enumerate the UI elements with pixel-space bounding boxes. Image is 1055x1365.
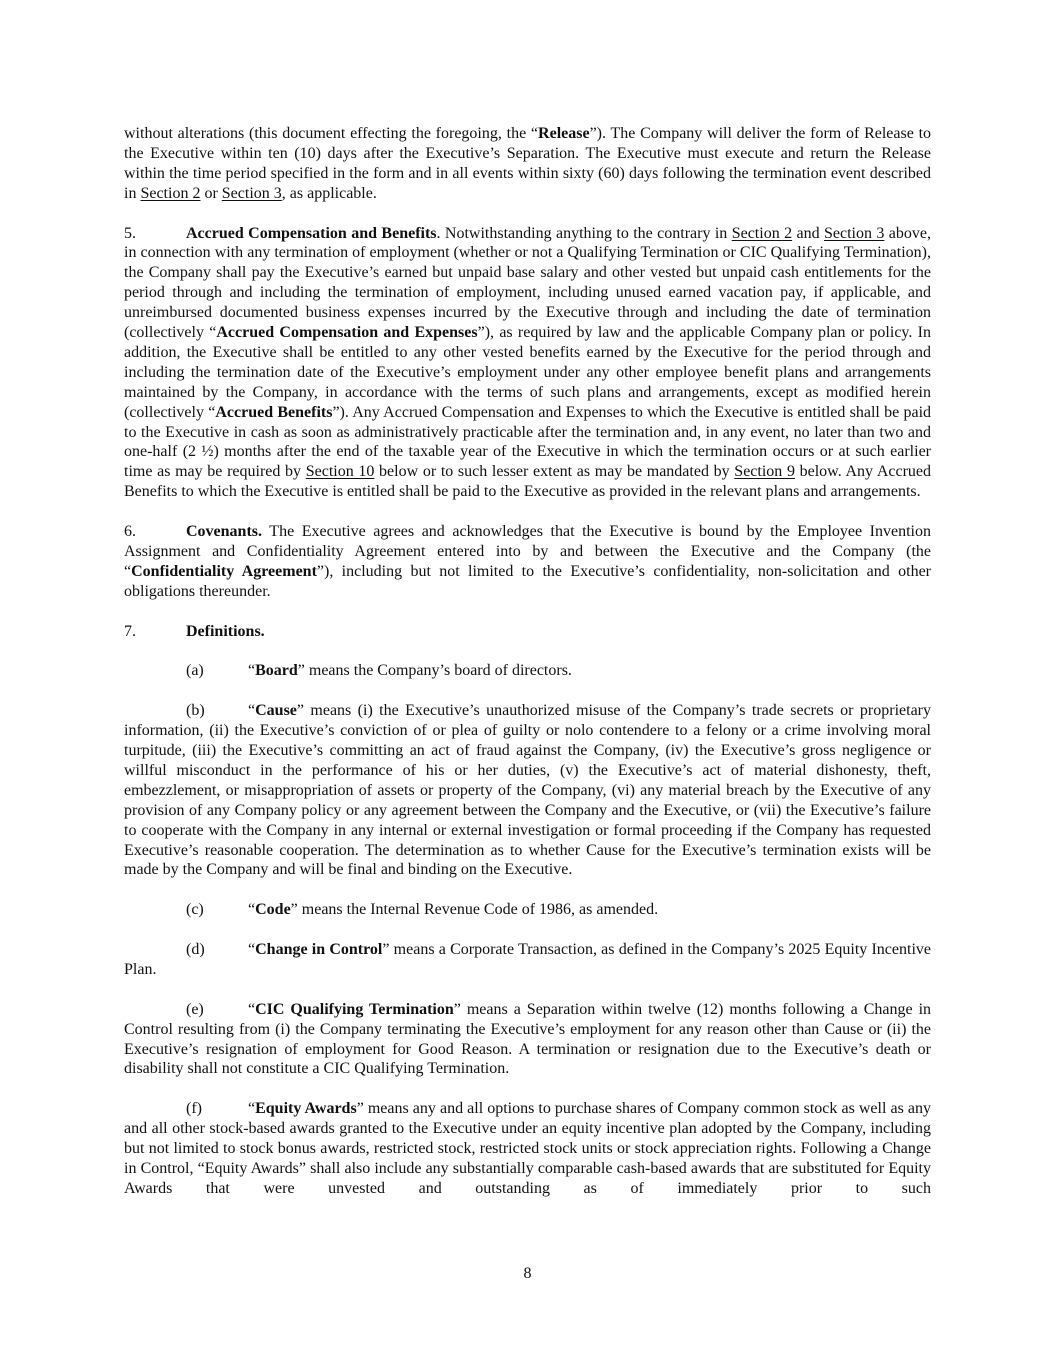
text: ”). Any Accrued Compensation and Expenses to which the Executive is entitled shall be paid to the Executive in cash as soon as administratively practicable after the termination and, in any event, no later than two and one-half (2 ½) months after the end of the taxable year of the Executive in which the termination occurs or at such earlier time as may be required by bbox=[124, 403, 932, 481]
section-number: 5. bbox=[124, 224, 136, 242]
defined-term-confidentiality-agreement: Confidentiality Agreement bbox=[131, 562, 317, 580]
defined-term-accrued-compensation: Accrued Compensation and Expenses bbox=[216, 324, 478, 342]
section-2-reference: Section 2 bbox=[731, 224, 793, 242]
definition-label: (b) bbox=[186, 702, 205, 720]
page-number: 8 bbox=[523, 1265, 532, 1282]
definition-text: ” means (i) the Executive’s unauthorized misuse of the Company’s trade secrets or proprietary information, (ii) the Executive’s conviction of or plea of guilty or nolo contendere to a felony or a crime involving moral turpitude, (iii) the Executive’s committing an act of fraud against the Company, (iv) the Executive’s gross negligence or willful misconduct in the performance of his or her duties, (v) the Executive’s act of material dishonesty, theft, embezzlement, or misappropriation of assets or property of the Company, (vi) any material breach by the Executive of any provision of any Company policy or any agreement between the Company and the Executive, or (vii) the Executive’s failure to cooperate with the Company in any internal or external investigation or formal proceeding if the Company has requested Executive’s reasonable cooperation. The determination as to whether Cause for the Executive’s termination exists will be made by the Company and will be final and binding on the Executive. bbox=[124, 702, 931, 879]
text: ”). The Company will deliver the form of Release to the Executive within ten (10) days after the Executive’s Separation. The Executive must execute and return the Release within the time period specified in the form and in all events within sixty (60) days following the termination event described in bbox=[124, 125, 932, 202]
section-9-reference: Section 9 bbox=[734, 463, 795, 481]
text: , as applicable. bbox=[281, 184, 377, 202]
text: ”), as required by law and the applicable Company plan or policy. In addition, the Executive shall be entitled to any other vested benefits earned by the Executive for the period through and including the termination date of the Executive’s employment under any other employee benefit plans and arrangements maintained by the Company, in accordance with the terms of such plans and arrangements, except as modified herein (collectively “ bbox=[124, 324, 932, 421]
definition-change-in-control bbox=[124, 940, 931, 980]
definition-label: (a) bbox=[186, 662, 204, 680]
section-number: 7. bbox=[124, 622, 136, 640]
document-page bbox=[124, 124, 931, 1219]
text: without alterations (this document effecting the foregoing, the “ bbox=[124, 125, 539, 142]
section-10-reference: Section 10 bbox=[305, 463, 375, 481]
defined-term: Equity Awards bbox=[255, 1100, 357, 1118]
section-2-reference: Section 2 bbox=[140, 184, 201, 202]
text: below or to such lesser extent as may be mandated by bbox=[374, 463, 735, 481]
definition-text: ” means the Company’s board of directors. bbox=[297, 662, 572, 680]
text: . Notwithstanding anything to the contrary in bbox=[436, 224, 732, 242]
section-6-paragraph bbox=[124, 522, 931, 602]
text: and bbox=[792, 224, 824, 242]
quote: “ bbox=[248, 702, 256, 720]
quote: “ bbox=[248, 901, 256, 919]
quote: “ bbox=[248, 662, 256, 680]
release-continuation-paragraph bbox=[124, 124, 931, 204]
definition-text: ” means a Corporate Transaction, as defined in the Company’s 2025 Equity Incentive Plan. bbox=[124, 941, 931, 978]
definition-label: (e) bbox=[186, 1000, 204, 1018]
definition-cic-qualifying-termination bbox=[124, 1000, 931, 1080]
definition-board bbox=[124, 661, 931, 681]
defined-term: Board bbox=[255, 662, 298, 680]
section-3-reference: Section 3 bbox=[824, 224, 885, 242]
section-heading: Accrued Compensation and Benefits bbox=[186, 224, 437, 242]
definition-text: ” means a Separation within twelve (12) months following a Change in Control resulting from (i) the Company terminating the Executive’s employment for any reason other than Cause or (ii) the Executive’s resignation of employment for Good Reason. A termination or resignation due to the Executive’s death or disability shall not constitute a CIC Qualifying Termination. bbox=[124, 1000, 932, 1078]
text: The Executive agrees and acknowledges that the Executive is bound by the Employee Invention Assignment and Confidentiality Agreement entered into by and between the Executive and the Company (the “ bbox=[124, 523, 931, 580]
defined-term: Code bbox=[255, 901, 291, 919]
definition-text: ” means the Internal Revenue Code of 1986, as amended. bbox=[290, 901, 659, 919]
defined-term: CIC Qualifying Termination bbox=[255, 1000, 454, 1018]
section-7-heading bbox=[124, 622, 931, 642]
text: or bbox=[200, 184, 222, 202]
text: ”), including but not limited to the Executive’s confidentiality, non-solicitation and other obligations thereunder. bbox=[124, 562, 931, 600]
section-heading: Covenants. bbox=[186, 523, 263, 541]
definition-equity-awards bbox=[124, 1099, 931, 1199]
defined-term: Cause bbox=[255, 702, 297, 720]
section-5-paragraph bbox=[124, 224, 931, 503]
section-3-reference: Section 3 bbox=[221, 184, 282, 202]
defined-term: Change in Control bbox=[255, 941, 383, 959]
defined-term-accrued-benefits: Accrued Benefits bbox=[215, 403, 333, 421]
defined-term-release: Release bbox=[538, 125, 590, 142]
definition-label: (c) bbox=[186, 901, 204, 919]
definition-cause bbox=[124, 701, 931, 880]
text: above, in connection with any termination of employment (whether or not a Qualifying Termination or CIC Qualifying Termination), the Company shall pay the Executive’s earned but unpaid base salary and other vested but unpaid cash entitlements for the period through and including the termination of employment, including unused earned vacation pay, if applicable, and unreimbursed documented business expenses incurred by the Executive through and including the date of termination (collectively “ bbox=[124, 224, 931, 342]
quote: “ bbox=[248, 941, 256, 959]
text: below. Any Accrued Benefits to which the Executive is entitled shall be paid to the Executive as provided in the relevant plans and arrangements. bbox=[124, 463, 932, 501]
definition-code bbox=[124, 900, 931, 920]
definition-label: (d) bbox=[186, 941, 205, 959]
definition-text: ” means any and all options to purchase shares of Company common stock as well as any and all other stock-based awards granted to the Executive under an equity incentive plan adopted by the Company, including but not limited to stock bonus awards, restricted stock, restricted stock units or stock appreciation rights. Following a Change in Control, “Equity Awards” shall also include any substantially comparable cash-based awards that are substituted for Equity Awards that were unvested and outstanding as of immediately prior to such bbox=[124, 1100, 931, 1197]
definition-label: (f) bbox=[186, 1100, 202, 1118]
quote: “ bbox=[248, 1000, 256, 1018]
section-heading: Definitions. bbox=[186, 622, 265, 640]
quote: “ bbox=[248, 1100, 256, 1118]
section-number: 6. bbox=[124, 523, 136, 541]
